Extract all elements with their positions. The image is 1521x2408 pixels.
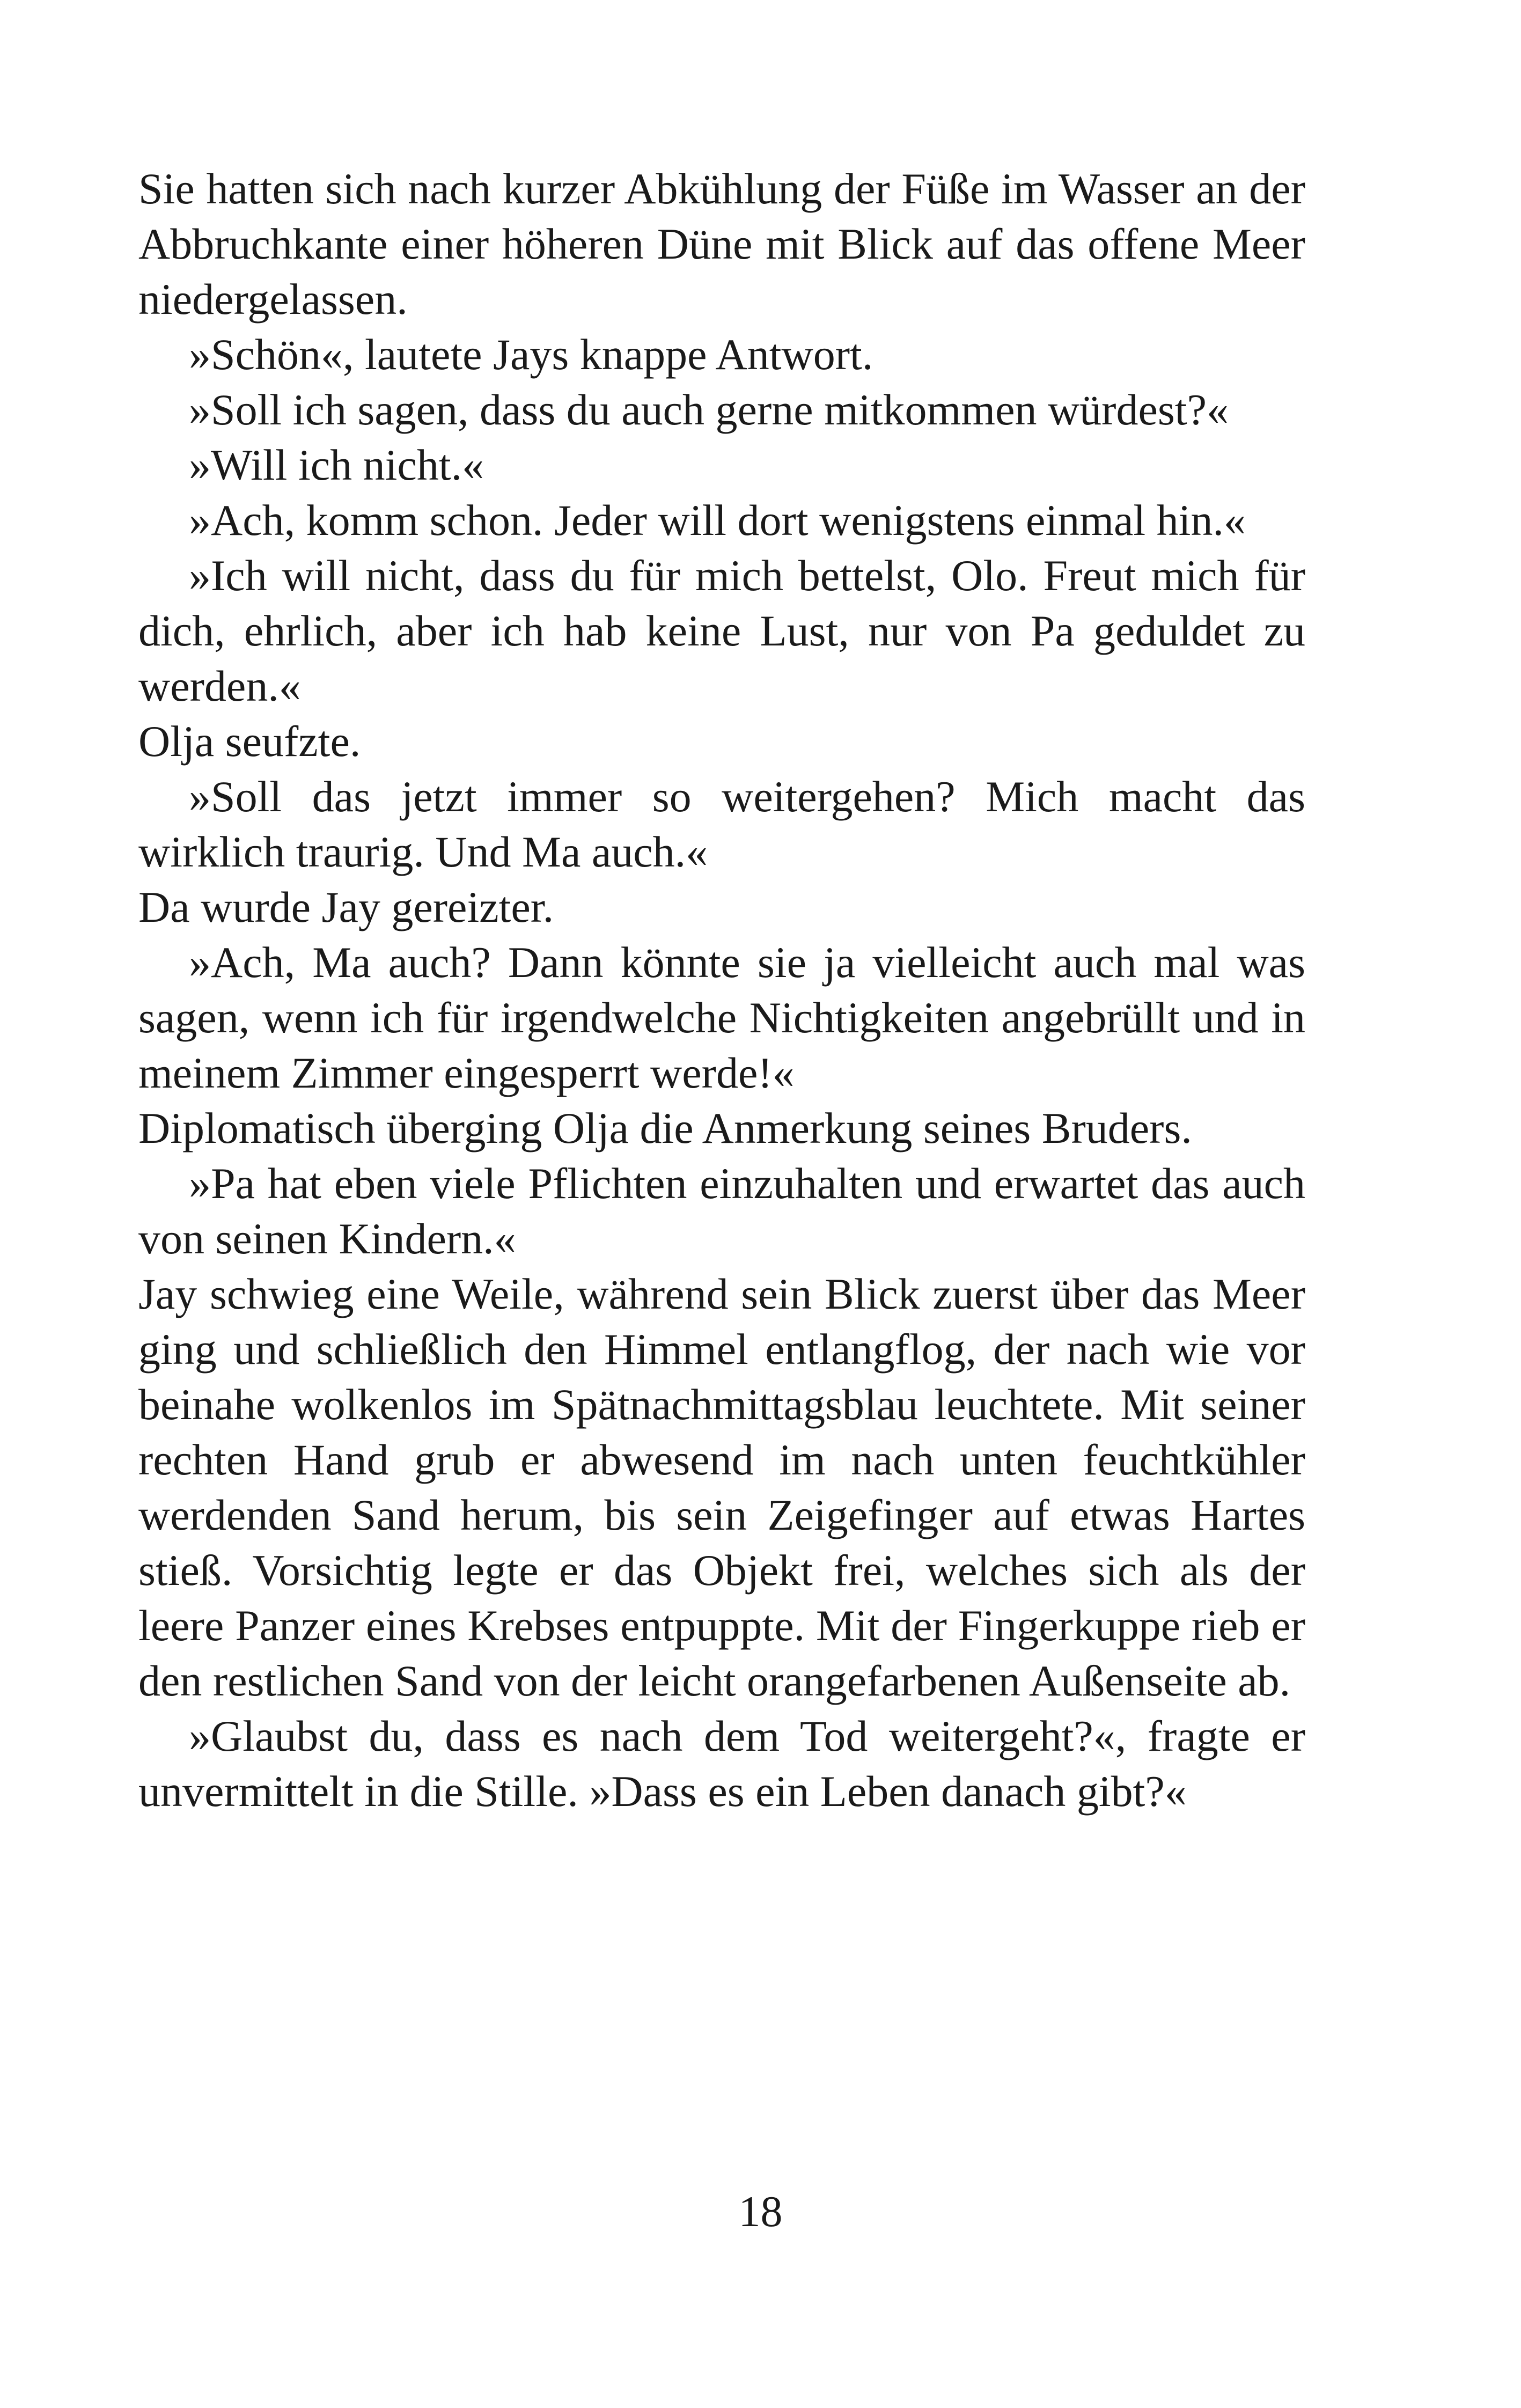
paragraph: Da wurde Jay gereizter. [138,883,554,931]
body-text [138,161,1305,1819]
paragraph: Sie hatten sich nach kurzer Abkühlung der Füße im Wasser an der Abbruchkante einer höheren Düne mit Blick auf das offene Meer niedergelassen. [138,164,1305,324]
paragraph: »Ich will nicht, dass du für mich bettelst, Olo. Freut mich für dich, ehrlich, aber ich hab keine Lust, nur von Pa geduldet zu werden.« [138,551,1305,710]
paragraph: Jay schwieg eine Weile, während sein Blick zuerst über das Meer ging und schließlich den Himmel entlangflog, der nach wie vor beinahe wolkenlos im Spätnachmittagsblau leuchtete. Mit seiner rechten Hand grub er abwesend im nach unten feuchtkühler werdenden Sand herum, bis sein Zeigefinger auf etwas Hartes stieß. Vorsichtig legte er das Objekt frei, welches sich als der leere Panzer eines Krebses entpuppte. Mit der Fingerkuppe rieb er den restlichen Sand von der leicht orangefarbenen Außenseite ab. [138,1269,1305,1705]
paragraph: »Schön«, lautete Jays knappe Antwort. [189,330,873,379]
paragraph: »Soll das jetzt immer so weitergehen? Mich macht das wirklich traurig. Und Ma auch.« [138,772,1305,876]
paragraph: »Soll ich sagen, dass du auch gerne mitkommen würdest?« [189,385,1229,434]
paragraph: Olja seufzte. [138,717,361,766]
paragraph: »Pa hat eben viele Pflichten einzuhalten und erwartet das auch von seinen Kindern.« [138,1159,1305,1263]
paragraph: »Ach, Ma auch? Dann könnte sie ja vielleicht auch mal was sagen, wenn ich für irgendwelche Nichtigkeiten angebrüllt und in meinem Zimmer eingesperrt werde!« [138,938,1305,1097]
paragraph: »Will ich nicht.« [189,441,484,489]
page-number: 18 [738,2187,783,2236]
paragraph: »Ach, komm schon. Jeder will dort wenigstens einmal hin.« [189,496,1246,545]
paragraph: Diplomatisch überging Olja die Anmerkung seines Bruders. [138,1104,1192,1152]
paragraph: »Glaubst du, dass es nach dem Tod weitergeht?«, fragte er unvermittelt in die Stille. »Dass es ein Leben danach gibt?« [138,1712,1305,1816]
